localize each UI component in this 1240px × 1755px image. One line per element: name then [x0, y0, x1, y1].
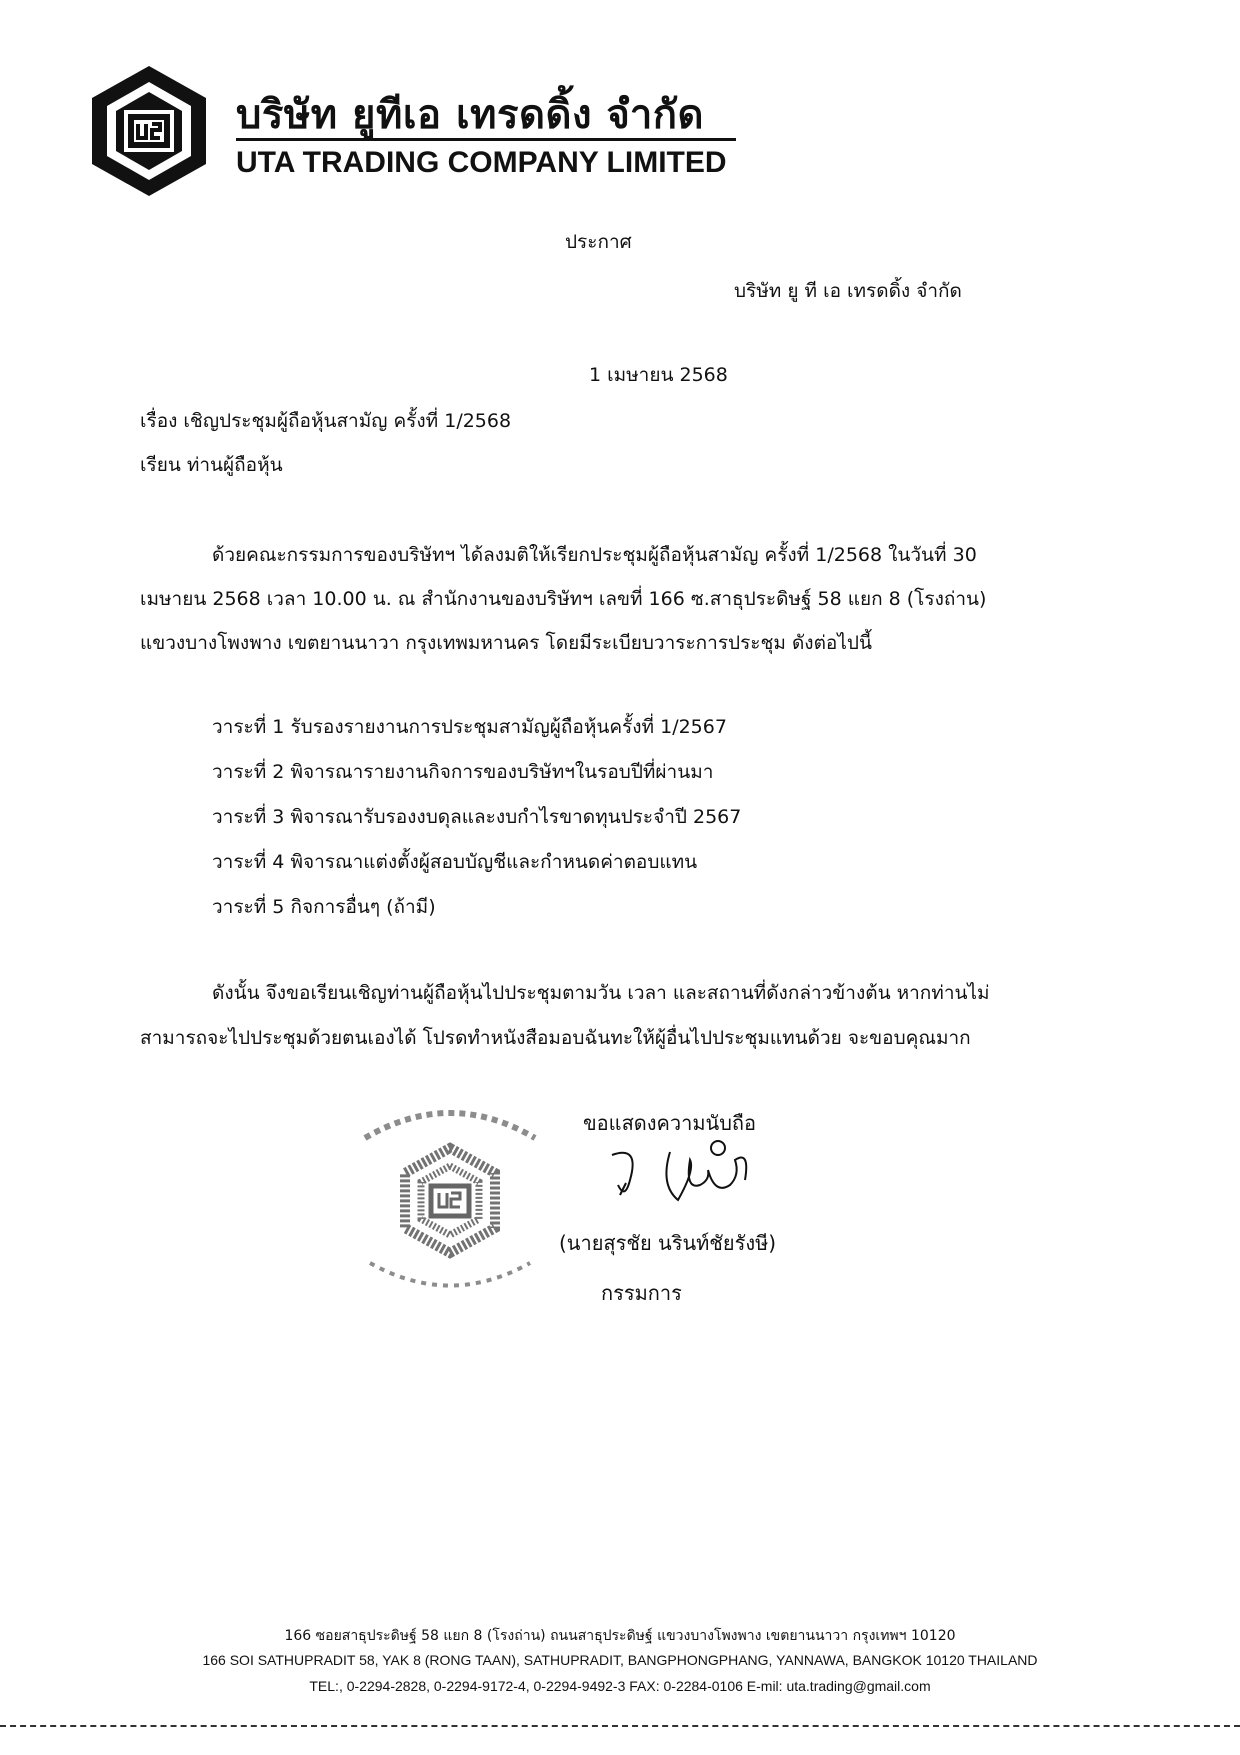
closing-regards: ขอแสดงความนับถือ — [583, 1111, 757, 1135]
agenda-item: วาระที่ 1 รับรองรายงานการประชุมสามัญผู้ถือหุ้นครั้งที่ 1/2567 — [212, 716, 727, 738]
company-name-thai: บริษัท ยูทีเอ เทรดดิ้ง จำกัด — [236, 92, 704, 138]
agenda-item: วาระที่ 2 พิจารณารายงานกิจการของบริษัทฯในรอบปีที่ผ่านมา — [212, 761, 714, 783]
intro-line: เมษายน 2568 เวลา 10.00 น. ณ สำนักงานของบริษัทฯ เลขที่ 166 ซ.สาธุประดิษฐ์ 58 แยก 8 (โรงถ่าน) — [140, 588, 987, 610]
handwritten-signature — [600, 1140, 775, 1215]
issuer-name: บริษัท ยู ที เอ เทรดดิ้ง จำกัด — [734, 280, 962, 302]
subject-line: เรื่อง เชิญประชุมผู้ถือหุ้นสามัญ ครั้งที่ 1/2568 — [140, 410, 512, 432]
announcement-title: ประกาศ — [565, 231, 632, 253]
company-seal-stamp — [345, 1098, 555, 1298]
signatory-position: กรรมการ — [601, 1281, 682, 1305]
signatory-name: (นายสุรชัย นรินท์ชัยรังษี) — [559, 1231, 777, 1255]
agenda-item: วาระที่ 4 พิจารณาแต่งตั้งผู้สอบบัญชีและกำหนดค่าตอบแทน — [212, 851, 698, 873]
company-logo — [84, 62, 214, 200]
agenda-item: วาระที่ 3 พิจารณารับรองงบดุลและงบกำไรขาดทุนประจำปี 2567 — [212, 806, 742, 828]
closing-line: ดังนั้น จึงขอเรียนเชิญท่านผู้ถือหุ้นไปประชุมตามวัน เวลา และสถานที่ดังกล่าวข้างต้น หากท่านไม่ — [212, 982, 990, 1004]
letterhead-rule — [236, 138, 736, 141]
footer-divider — [0, 1725, 1240, 1727]
agenda-item: วาระที่ 5 กิจการอื่นๆ (ถ้ามี) — [212, 896, 436, 918]
footer-address-thai: 166 ซอยสาธุประดิษฐ์ 58 แยก 8 (โรงถ่าน) ถนนสาธุประดิษฐ์ แขวงบางโพงพาง เขตยานนาวา กรุงเทพฯ 10120 — [284, 1628, 956, 1644]
intro-line: แขวงบางโพงพาง เขตยานนาวา กรุงเทพมหานคร โดยมีระเบียบวาระการประชุม ดังต่อไปนี้ — [140, 632, 872, 654]
footer-address-english: 166 SOI SATHUPRADIT 58, YAK 8 (RONG TAAN), SATHUPRADIT, BANGPHONGPHANG, YANNAWA, BANGKOK 10120 THAILAND — [202, 1652, 1038, 1668]
document-date: 1 เมษายน 2568 — [589, 364, 728, 386]
recipient-line: เรียน ท่านผู้ถือหุ้น — [140, 454, 283, 476]
intro-line: ด้วยคณะกรรมการของบริษัทฯ ได้ลงมติให้เรียกประชุมผู้ถือหุ้นสามัญ ครั้งที่ 1/2568 ในวันที่ 30 — [212, 544, 977, 566]
company-name-english: UTA TRADING COMPANY LIMITED — [236, 146, 727, 179]
closing-line: สามารถจะไปประชุมด้วยตนเองได้ โปรดทำหนังสือมอบฉันทะให้ผู้อื่นไปประชุมแทนด้วย จะขอบคุณมาก — [140, 1027, 971, 1049]
footer-contact: TEL:, 0-2294-2828, 0-2294-9172-4, 0-2294-9492-3 FAX: 0-2284-0106 E-mil: uta.trading@gmail.com — [309, 1678, 931, 1694]
